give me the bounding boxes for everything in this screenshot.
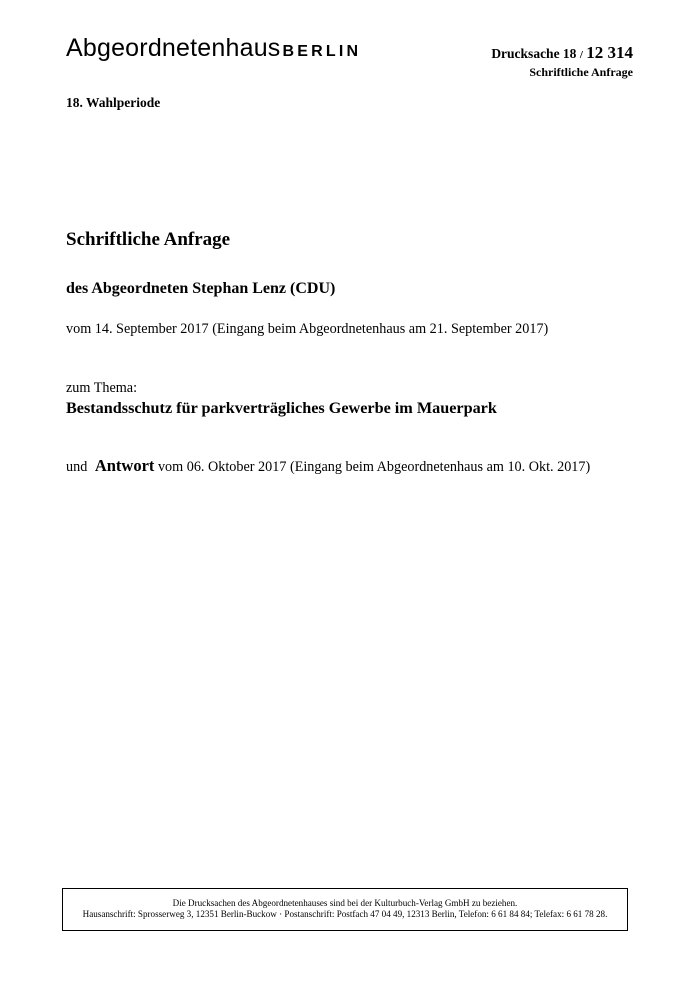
footer-box (62, 888, 628, 931)
document-slash: / (579, 49, 583, 61)
answer-line (66, 458, 590, 475)
footer-line-1: Die Drucksachen des Abgeordnetenhauses sind bei der Kulturbuch-Verlag GmbH zu beziehen. (172, 898, 518, 908)
legislative-period: 18. Wahlperiode (66, 95, 161, 110)
date-line: vom 14. September 2017 (Eingang beim Abgeordnetenhaus am 21. September 2017) (66, 321, 549, 337)
topic-title: Bestandsschutz für parkverträgliches Gewerbe im Mauerpark (66, 399, 497, 417)
author-line: des Abgeordneten Stephan Lenz (CDU) (66, 280, 336, 297)
logo-wordmark: Abgeordnetenhaus (66, 34, 281, 62)
page-title: Schriftliche Anfrage (66, 229, 231, 250)
document-type: Schriftliche Anfrage (529, 65, 633, 79)
logo-city: BERLIN (282, 43, 362, 60)
footer-line-2: Hausanschrift: Sprosserweg 3, 12351 Berlin-Buckow · Postanschrift: Postfach 47 04 49, 12313 Berlin, Telefon: 6 61 84 84; Telefax: 6 61 78 28. (82, 909, 608, 919)
answer-date: vom 06. Oktober 2017 (Eingang beim Abgeordnetenhaus am 10. Okt. 2017) (157, 459, 591, 475)
answer-word: Antwort (94, 456, 155, 475)
topic-label: zum Thema: (66, 380, 138, 396)
document-prefix: Drucksache 18 (491, 46, 577, 61)
parliament-logo (66, 36, 361, 61)
answer-prefix: und (66, 459, 88, 475)
document-number-value: 12 314 (586, 43, 633, 62)
document-number (491, 44, 633, 61)
